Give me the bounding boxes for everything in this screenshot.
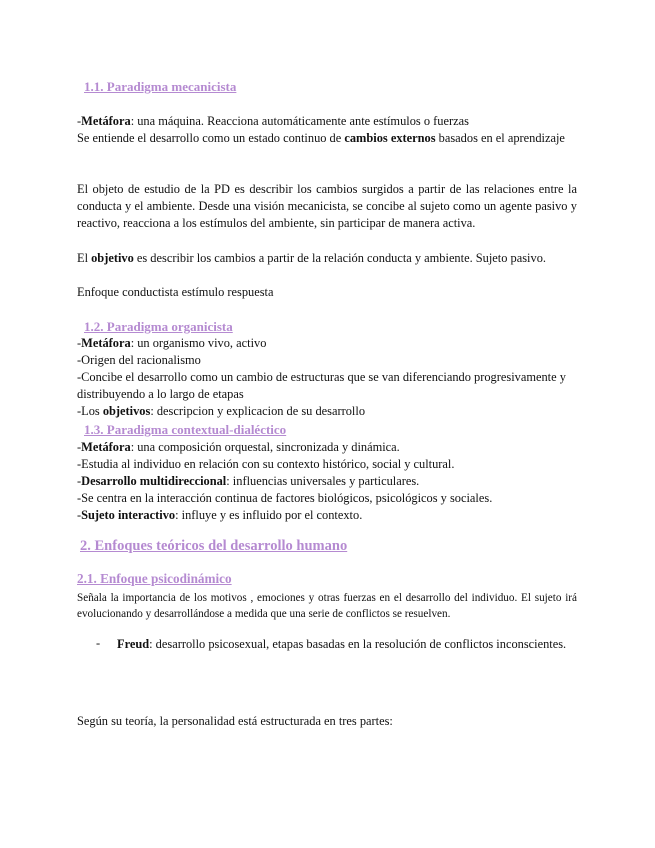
desarrollo-paragraph: Se entiende el desarrollo como un estado continuo de cambios externos basados en el aprendizaje xyxy=(77,131,565,145)
contextual-line-2: -Estudia al individuo en relación con su contexto histórico, social y cultural. xyxy=(77,457,455,471)
heading-2-1: 2.1. Enfoque psicodinámico xyxy=(77,571,232,586)
metafora-label: Metáfora xyxy=(81,114,131,128)
bullet-marker: - xyxy=(96,636,101,650)
metafora-line: -Metáfora: una máquina. Reacciona automáticamente ante estímulos o fuerzas xyxy=(77,114,469,128)
cambios-externos: cambios externos xyxy=(344,131,436,145)
teoria-paragraph: Según su teoría, la personalidad está estructurada en tres partes: xyxy=(77,714,393,728)
heading-1-3: 1.3. Paradigma contextual-dialéctico xyxy=(84,422,287,437)
heading-1-2: 1.2. Paradigma organicista xyxy=(84,319,233,334)
contextual-line-3: -Desarrollo multidireccional: influencias universales y particulares. xyxy=(77,474,420,488)
metafora-text: : una máquina. Reacciona automáticamente ante estímulos o fuerzas xyxy=(130,114,469,128)
psicodinamico-paragraph: Señala la importancia de los motivos , emociones y otras fuerzas en el desarrollo del individuo. El sujeto irá evolucionando y desarrollándose a medida que una serie de conflictos se resuelven. xyxy=(77,592,577,620)
contextual-line-1: -Metáfora: una composición orquestal, sincronizada y dinámica. xyxy=(77,440,400,454)
objetivo-paragraph: El objetivo es describir los cambios a partir de la relación conducta y ambiente. Sujeto pasivo. xyxy=(77,251,546,265)
contextual-line-5: -Sujeto interactivo: influye y es influido por el contexto. xyxy=(77,508,363,522)
objeto-paragraph: El objeto de estudio de la PD es describir los cambios surgidos a partir de las relaciones entre la conducta y el ambiente. Desde una visión mecanicista, se concibe al sujeto como un agente pasivo y reactivo, reacciona a los estímulos del ambiente, sin participar de manera activa. xyxy=(77,182,577,230)
organicista-line-3: -Concibe el desarrollo como un cambio de estructuras que se van diferenciando progresivamente y distribuyendo a lo largo de etapas xyxy=(77,370,566,401)
heading-2: 2. Enfoques teóricos del desarrollo humano xyxy=(80,538,348,554)
organicista-line-1: -Metáfora: un organismo vivo, activo xyxy=(77,336,267,350)
heading-1-1: 1.1. Paradigma mecanicista xyxy=(84,79,237,94)
organicista-line-2: -Origen del racionalismo xyxy=(77,353,201,367)
enfoque-paragraph: Enfoque conductista estímulo respuesta xyxy=(77,285,274,299)
organicista-line-4: -Los objetivos: descripcion y explicacion de su desarrollo xyxy=(77,404,366,418)
freud-label: Freud xyxy=(117,637,150,651)
freud-bullet: Freud: desarrollo psicosexual, etapas basadas en la resolución de conflictos inconscientes. xyxy=(117,637,567,651)
contextual-line-4: -Se centra en la interacción continua de factores biológicos, psicológicos y sociales. xyxy=(77,491,493,505)
